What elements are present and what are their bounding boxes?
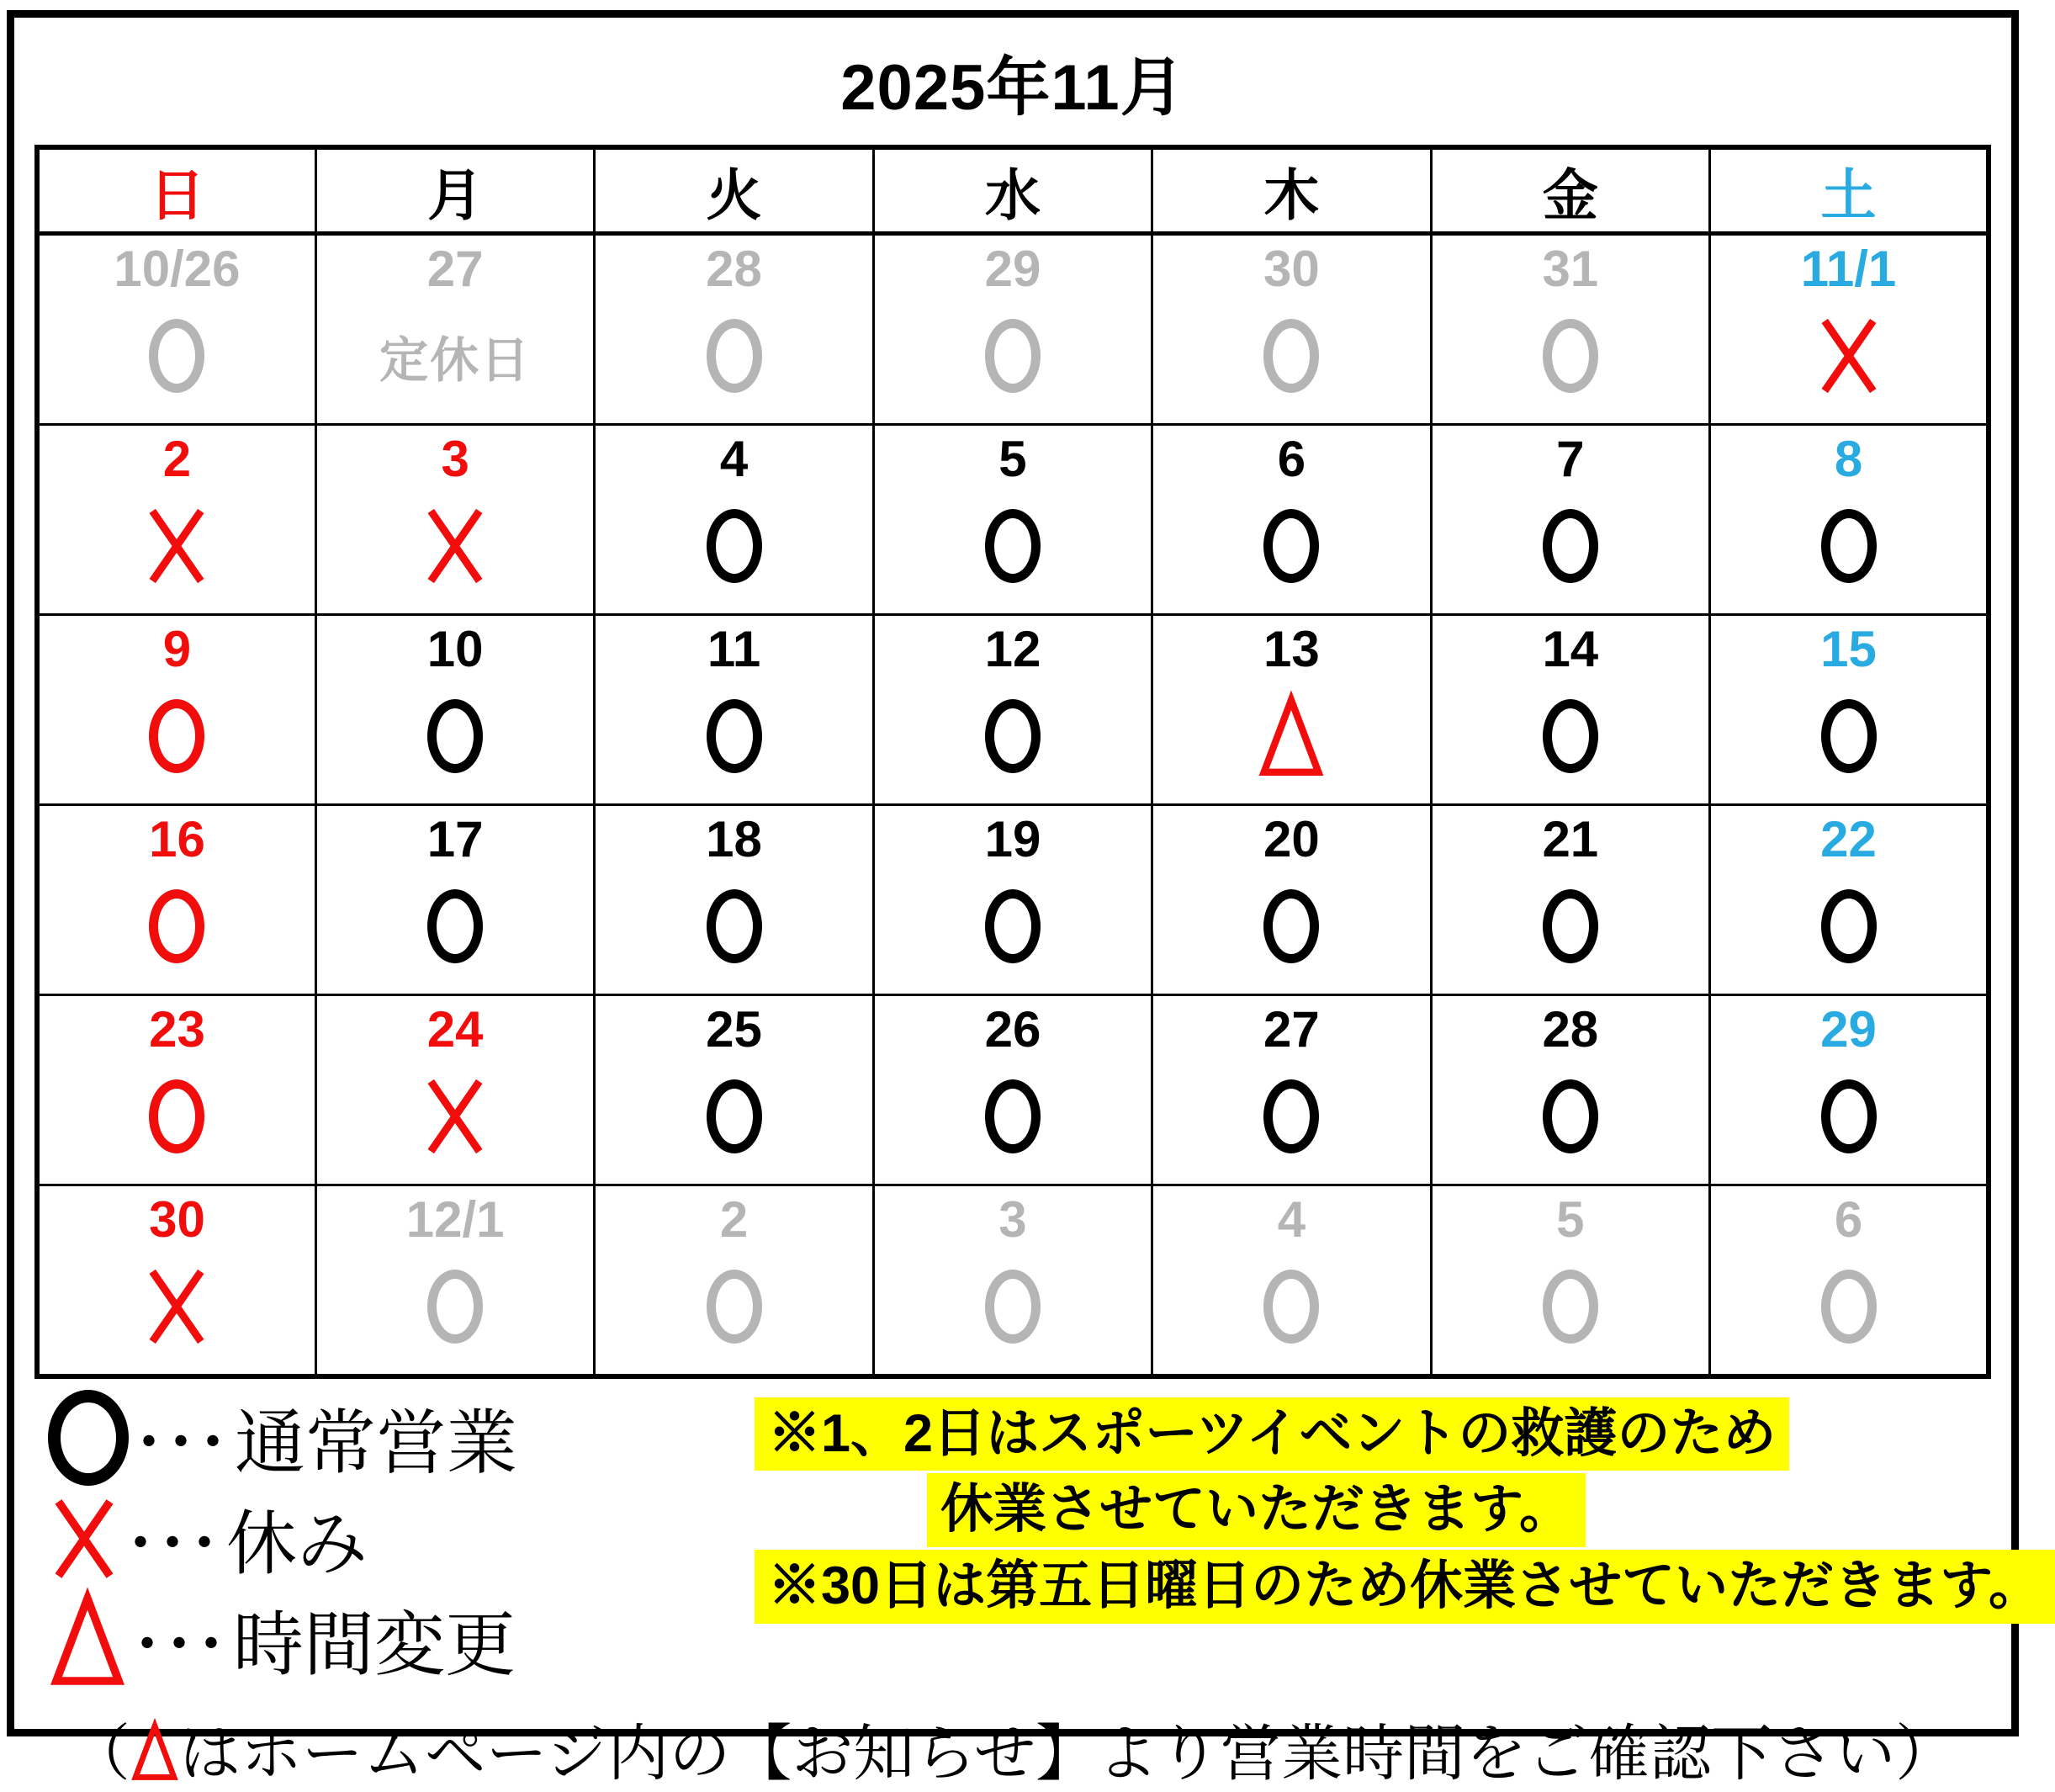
calendar-cell-content <box>317 1186 593 1374</box>
status-symbol-area <box>317 1056 593 1177</box>
legend-dots: ･･･ <box>132 1611 229 1679</box>
calendar-cell <box>37 994 315 1185</box>
weekday-header-5: 金 <box>1431 147 1709 233</box>
date-number: 2 <box>162 430 192 487</box>
status-symbol-area <box>596 676 871 797</box>
date-number: 3 <box>441 430 469 487</box>
status-symbol-area <box>1433 1246 1708 1367</box>
outer-frame <box>7 10 2042 1788</box>
calendar-cell <box>315 424 594 614</box>
calendar-cell-content <box>1433 616 1708 803</box>
open-circle-symbol <box>707 1079 762 1153</box>
calendar-table <box>34 145 1991 1379</box>
date-number: 8 <box>1834 430 1863 487</box>
weekday-header-row <box>37 147 1989 233</box>
calendar-cell <box>1710 994 1989 1185</box>
date-number: 10 <box>426 620 484 677</box>
status-symbol-area <box>40 485 315 607</box>
calendar-cell-content <box>40 236 315 423</box>
weekday-header-3: 水 <box>873 147 1152 233</box>
open-circle-symbol <box>1263 1270 1319 1344</box>
calendar-title: 2025年11月 <box>840 52 1185 124</box>
open-circle-symbol <box>1821 1079 1877 1153</box>
date-number: 12/1 <box>405 1190 505 1248</box>
x-symbol <box>1816 315 1882 397</box>
calendar-cell <box>595 804 873 994</box>
calendar-cell-content <box>40 806 315 994</box>
open-circle-symbol <box>1543 699 1598 773</box>
date-number: 30 <box>1263 240 1320 297</box>
open-circle-symbol <box>48 1390 129 1486</box>
status-symbol-area <box>1433 485 1708 607</box>
calendar-cell-content <box>1153 806 1429 994</box>
note-line-2: 休業させていただきます。 <box>927 1473 1586 1547</box>
legend-label: 休み <box>226 1504 368 1583</box>
calendar-cell-content <box>875 616 1151 803</box>
open-circle-symbol <box>985 1079 1041 1153</box>
calendar-cell-content <box>40 996 315 1184</box>
date-number: 11/1 <box>1800 240 1897 297</box>
calendar-cell-content <box>1711 236 1986 423</box>
date-number: 30 <box>149 1190 205 1248</box>
open-circle-symbol <box>149 699 204 773</box>
date-number: 12 <box>984 620 1041 677</box>
status-symbol-area <box>596 866 871 987</box>
open-circle-symbol <box>1543 319 1598 393</box>
calendar-cell <box>595 994 873 1185</box>
calendar-cell-content <box>1711 616 1986 803</box>
status-symbol-area <box>317 676 593 797</box>
calendar-cell <box>1431 614 1709 804</box>
calendar-cell-content <box>317 616 593 803</box>
open-circle-symbol <box>1821 699 1877 773</box>
open-circle-symbol <box>985 889 1041 963</box>
calendar-week-row <box>37 804 1989 994</box>
date-number: 15 <box>1820 620 1877 677</box>
open-circle-symbol <box>707 509 762 583</box>
calendar-cell-content <box>596 806 871 994</box>
note-line-1: ※1、2日はスポーツイベントの救護のため <box>755 1397 1789 1471</box>
calendar-cell-content <box>317 806 593 994</box>
triangle-symbol <box>1258 696 1325 777</box>
calendar-cell <box>873 804 1152 994</box>
legend-item-x <box>48 1495 755 1583</box>
status-symbol-area <box>875 676 1151 797</box>
calendar-cell-content <box>875 236 1151 423</box>
open-circle-symbol <box>149 319 204 393</box>
open-circle-symbol <box>427 889 483 963</box>
calendar-cell <box>37 233 315 424</box>
date-number: 11 <box>707 620 761 677</box>
status-symbol-area <box>1153 676 1429 797</box>
calendar-cell <box>1152 614 1431 804</box>
status-symbol-area <box>317 485 593 607</box>
calendar-cell <box>873 1185 1152 1376</box>
calendar-cell <box>37 614 315 804</box>
calendar-cell-content <box>875 996 1151 1184</box>
triangle-symbol <box>48 1593 127 1686</box>
status-symbol-area <box>596 1246 871 1367</box>
date-number: 3 <box>998 1190 1027 1248</box>
legend-item-circle <box>48 1394 755 1482</box>
open-circle-symbol <box>1263 509 1319 583</box>
date-number: 31 <box>1542 240 1599 297</box>
calendar-cell <box>595 424 873 614</box>
notes <box>755 1391 2055 1627</box>
calendar-cell-content <box>40 616 315 803</box>
weekday-header-6: 土 <box>1710 147 1989 233</box>
status-symbol-area <box>1711 295 1986 416</box>
status-symbol-area <box>40 1056 315 1177</box>
date-number: 13 <box>1263 620 1320 677</box>
calendar-cell <box>873 994 1152 1185</box>
open-circle-symbol <box>985 509 1041 583</box>
calendar-week-row <box>37 233 1989 424</box>
date-number: 24 <box>426 1000 484 1058</box>
note-line-3: ※30日は第五日曜日のため休業させていただきます。 <box>755 1550 2055 1624</box>
status-symbol-area <box>1153 866 1429 987</box>
calendar-cell <box>37 1185 315 1376</box>
status-symbol-area <box>1711 485 1986 607</box>
date-number: 7 <box>1556 430 1585 487</box>
open-circle-symbol <box>1543 1079 1598 1153</box>
legend <box>48 1391 755 1697</box>
status-symbol-area <box>1711 676 1986 797</box>
open-circle-symbol <box>707 699 762 773</box>
calendar-cell-content <box>1153 236 1429 423</box>
calendar-cell <box>37 804 315 994</box>
date-number: 20 <box>1263 810 1320 867</box>
footnote <box>14 1704 2011 1792</box>
date-number: 28 <box>706 240 762 297</box>
calendar-header <box>37 147 1989 233</box>
calendar-cell <box>873 614 1152 804</box>
calendar-cell <box>315 1185 594 1376</box>
date-number: 17 <box>426 810 484 867</box>
calendar-cell-content <box>596 996 871 1184</box>
calendar-cell-content <box>1433 426 1708 613</box>
status-symbol-area <box>875 1056 1151 1177</box>
date-number: 27 <box>1263 1000 1320 1058</box>
status-symbol-area <box>1433 866 1708 987</box>
calendar-cell-content <box>1153 996 1429 1184</box>
date-number: 5 <box>998 430 1027 487</box>
status-symbol-area <box>596 485 871 607</box>
footnote-text: はホームページ内の【お知らせ】より営業時間をご確認下さい） <box>178 1719 1957 1788</box>
open-circle-symbol <box>149 889 204 963</box>
status-symbol-area <box>40 676 315 797</box>
status-symbol-area <box>1433 1056 1708 1177</box>
status-symbol-area <box>1433 295 1708 416</box>
calendar-cell-content <box>1711 1186 1986 1374</box>
calendar-cell <box>315 233 594 424</box>
calendar-cell <box>1710 614 1989 804</box>
weekday-header-2: 火 <box>595 147 873 233</box>
date-number: 27 <box>426 240 484 297</box>
date-number: 22 <box>1820 810 1877 867</box>
open-circle-symbol <box>1821 509 1877 583</box>
date-number: 21 <box>1542 810 1599 867</box>
open-circle-symbol <box>1263 319 1319 393</box>
open-circle-symbol <box>1543 889 1598 963</box>
status-symbol-area <box>317 866 593 987</box>
status-symbol-area <box>875 866 1151 987</box>
open-circle-symbol <box>1821 1270 1877 1344</box>
calendar-cell-content <box>317 426 593 613</box>
weekday-header-4: 木 <box>1152 147 1431 233</box>
calendar-cell-content <box>596 616 871 803</box>
calendar-cell-content <box>1153 426 1429 613</box>
calendar-cell-content <box>1711 426 1986 613</box>
calendar-cell <box>1431 994 1709 1185</box>
calendar-cell <box>315 614 594 804</box>
calendar-cell <box>1431 424 1709 614</box>
date-number: 28 <box>1542 1000 1599 1058</box>
status-symbol-area <box>1711 1246 1986 1367</box>
status-symbol-area <box>1153 295 1429 416</box>
status-symbol-area <box>40 866 315 987</box>
calendar-cell-content <box>1711 806 1986 994</box>
status-symbol-area <box>317 295 593 416</box>
calendar-cell-content <box>40 1186 315 1374</box>
calendar-cell-content <box>317 236 593 423</box>
calendar-cell-content <box>596 426 871 613</box>
date-number: 4 <box>719 430 749 487</box>
calendar-cell-content <box>317 996 593 1184</box>
calendar-cell-content <box>1433 806 1708 994</box>
calendar-cell-content <box>40 426 315 613</box>
calendar-cell-content <box>875 426 1151 613</box>
calendar-cell <box>1152 994 1431 1185</box>
calendar-cell <box>1710 424 1989 614</box>
status-symbol-area <box>1711 866 1986 987</box>
date-number: 26 <box>984 1000 1041 1058</box>
calendar-cell-content <box>1433 1186 1708 1374</box>
open-circle-symbol <box>427 1270 483 1344</box>
date-number: 10/26 <box>114 240 241 297</box>
calendar-cell <box>595 233 873 424</box>
calendar-cell-content <box>1153 616 1429 803</box>
x-symbol <box>144 505 209 587</box>
closed-day-label: 定休日 <box>379 332 532 388</box>
open-circle-symbol <box>1821 889 1877 963</box>
status-symbol-area <box>596 1056 871 1177</box>
status-symbol-area <box>1153 485 1429 607</box>
calendar-body <box>37 233 1989 1376</box>
status-symbol-area <box>596 295 871 416</box>
calendar-cell-content <box>1711 996 1986 1184</box>
calendar-cell-content <box>875 806 1151 994</box>
x-symbol <box>48 1495 120 1583</box>
calendar-cell-content <box>596 1186 871 1374</box>
open-circle-symbol <box>1263 889 1319 963</box>
calendar-week-row <box>37 424 1989 614</box>
open-circle-symbol <box>1543 509 1598 583</box>
date-number: 6 <box>1834 1190 1863 1248</box>
date-number: 16 <box>149 810 205 867</box>
calendar-week-row <box>37 1185 1989 1376</box>
calendar-cell <box>1152 233 1431 424</box>
date-number: 19 <box>984 810 1041 867</box>
open-circle-symbol <box>427 699 483 773</box>
status-symbol-area <box>317 1246 593 1367</box>
triangle-symbol <box>130 1722 179 1781</box>
calendar-cell-content <box>875 1186 1151 1374</box>
legend-label: 時間変更 <box>233 1605 516 1684</box>
legend-dots: ･･･ <box>125 1510 222 1578</box>
calendar-cell <box>315 804 594 994</box>
open-circle-symbol <box>149 1079 204 1153</box>
calendar-cell-content <box>1153 1186 1429 1374</box>
legend-and-notes-section <box>48 1391 2042 1697</box>
legend-dots: ･･･ <box>134 1409 230 1477</box>
calendar-cell <box>1431 233 1709 424</box>
calendar-cell-content <box>1433 236 1708 423</box>
status-symbol-area <box>875 1246 1151 1367</box>
status-symbol-area <box>875 295 1151 416</box>
legend-item-triangle <box>48 1596 755 1683</box>
footnote-open-paren: （ <box>68 1719 130 1788</box>
status-symbol-area <box>875 485 1151 607</box>
date-number: 23 <box>149 1000 205 1058</box>
calendar-cell <box>873 233 1152 424</box>
calendar-cell <box>1710 233 1989 424</box>
date-number: 4 <box>1277 1190 1306 1248</box>
calendar-cell <box>1431 1185 1709 1376</box>
date-number: 29 <box>984 240 1041 297</box>
open-circle-symbol <box>1263 1079 1319 1153</box>
calendar-cell <box>315 994 594 1185</box>
calendar-cell <box>1710 804 1989 994</box>
calendar-cell <box>1431 804 1709 994</box>
open-circle-symbol <box>985 1270 1041 1344</box>
date-number: 29 <box>1820 1000 1877 1058</box>
status-symbol-area <box>1153 1246 1429 1367</box>
date-number: 25 <box>706 1000 762 1058</box>
calendar-cell <box>595 614 873 804</box>
date-number: 9 <box>162 620 192 677</box>
calendar-cell <box>1710 1185 1989 1376</box>
open-circle-symbol <box>1543 1270 1598 1344</box>
open-circle-symbol <box>707 319 762 393</box>
status-symbol-area <box>40 295 315 416</box>
date-number: 18 <box>706 810 762 867</box>
date-number: 14 <box>1542 620 1599 677</box>
calendar-cell <box>1152 1185 1431 1376</box>
open-circle-symbol <box>707 1270 762 1344</box>
calendar-cell <box>1152 424 1431 614</box>
weekday-header-0: 日 <box>37 147 315 233</box>
status-symbol-area <box>40 1246 315 1367</box>
status-symbol-area <box>1711 1056 1986 1177</box>
status-symbol-area <box>1433 676 1708 797</box>
legend-label: 通常営業 <box>235 1403 518 1482</box>
x-symbol <box>422 1075 488 1158</box>
calendar-week-row <box>37 614 1989 804</box>
calendar-cell <box>37 424 315 614</box>
status-symbol-area <box>1153 1056 1429 1177</box>
open-circle-symbol <box>707 889 762 963</box>
date-number: 6 <box>1277 430 1306 487</box>
calendar-week-row <box>37 994 1989 1185</box>
calendar-cell <box>1152 804 1431 994</box>
x-symbol <box>144 1265 209 1348</box>
x-symbol <box>422 505 488 587</box>
calendar-cell <box>873 424 1152 614</box>
calendar-cell-content <box>1433 996 1708 1184</box>
open-circle-symbol <box>985 319 1041 393</box>
date-number: 5 <box>1556 1190 1585 1248</box>
open-circle-symbol <box>985 699 1041 773</box>
weekday-header-1: 月 <box>315 147 594 233</box>
calendar-cell-content <box>596 236 871 423</box>
date-number: 2 <box>719 1190 749 1248</box>
calendar-cell <box>595 1185 873 1376</box>
